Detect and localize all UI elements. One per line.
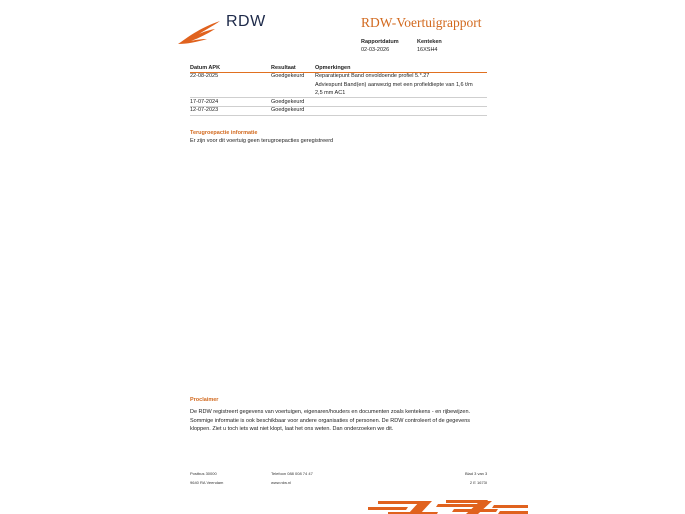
footer-phone: Telefoon 088 008 74 47 (271, 471, 313, 476)
row-remark-line: Reparatiepunt Band onvoldoende profiel 5.*.27 (315, 73, 430, 79)
row-result: Goedgekeurd (271, 98, 305, 105)
col-header-result: Resultaat (271, 65, 296, 71)
row-date: 17-07-2024 (190, 98, 219, 105)
disclaimer-line: kloppen. Ziet u toch iets wat niet klopt, laat het ons weten. Dan onderzoeken we dit. (190, 426, 394, 433)
footer-code: 2 E 1673I (469, 480, 487, 485)
logo-text: RDW (226, 13, 266, 30)
row-result: Goedgekeurd (271, 107, 305, 113)
recall-title: Terugroepactie informatie (190, 130, 258, 136)
rdw-logo-icon (177, 20, 221, 46)
row-date: 12-07-2023 (190, 107, 219, 113)
footer-city: 9640 RA Veendam (190, 480, 224, 485)
report-title: RDW-Voertuigrapport (361, 15, 482, 30)
col-header-remarks: Opmerkingen (315, 65, 351, 71)
disclaimer-line: Sommige informatie is ook beschikbaar voor andere organisaties of personen. De RDW controleert of de gegevens (190, 417, 471, 424)
footer-postbox: Postbus 30000 (190, 471, 217, 476)
report-date-label: Rapportdatum (361, 39, 399, 45)
footer-page: Blad 3 van 3 (465, 471, 488, 476)
row-remark-line: 2,5 mm AC1 (315, 90, 346, 96)
recall-text: Er zijn voor dit voertuig geen terugroepacties geregistreerd (190, 138, 334, 144)
col-header-date: Datum APK (190, 65, 221, 71)
decorative-stripes-icon (368, 499, 528, 514)
plate-label: Kenteken (417, 39, 442, 45)
row-remark-line: Adviespunt Band(en) aanwezig met een profieldiepte van 1,6 t/m (315, 81, 473, 88)
row-result: Goedgekeurd (271, 73, 305, 79)
row-divider (190, 106, 487, 107)
disclaimer-title: Proclaimer (190, 397, 219, 403)
row-divider (190, 115, 487, 116)
footer-website[interactable]: www.rdw.nl (271, 480, 292, 485)
report-date-value: 02-03-2026 (361, 47, 390, 53)
disclaimer-line: De RDW registreert gegevens van voertuigen, eigenaren/houders en documenten zoals kentekens - en rijbewijzen. (190, 409, 471, 415)
row-date: 22-08-2025 (190, 73, 219, 79)
row-divider (190, 97, 487, 98)
plate-value: 16XSH4 (417, 47, 438, 53)
